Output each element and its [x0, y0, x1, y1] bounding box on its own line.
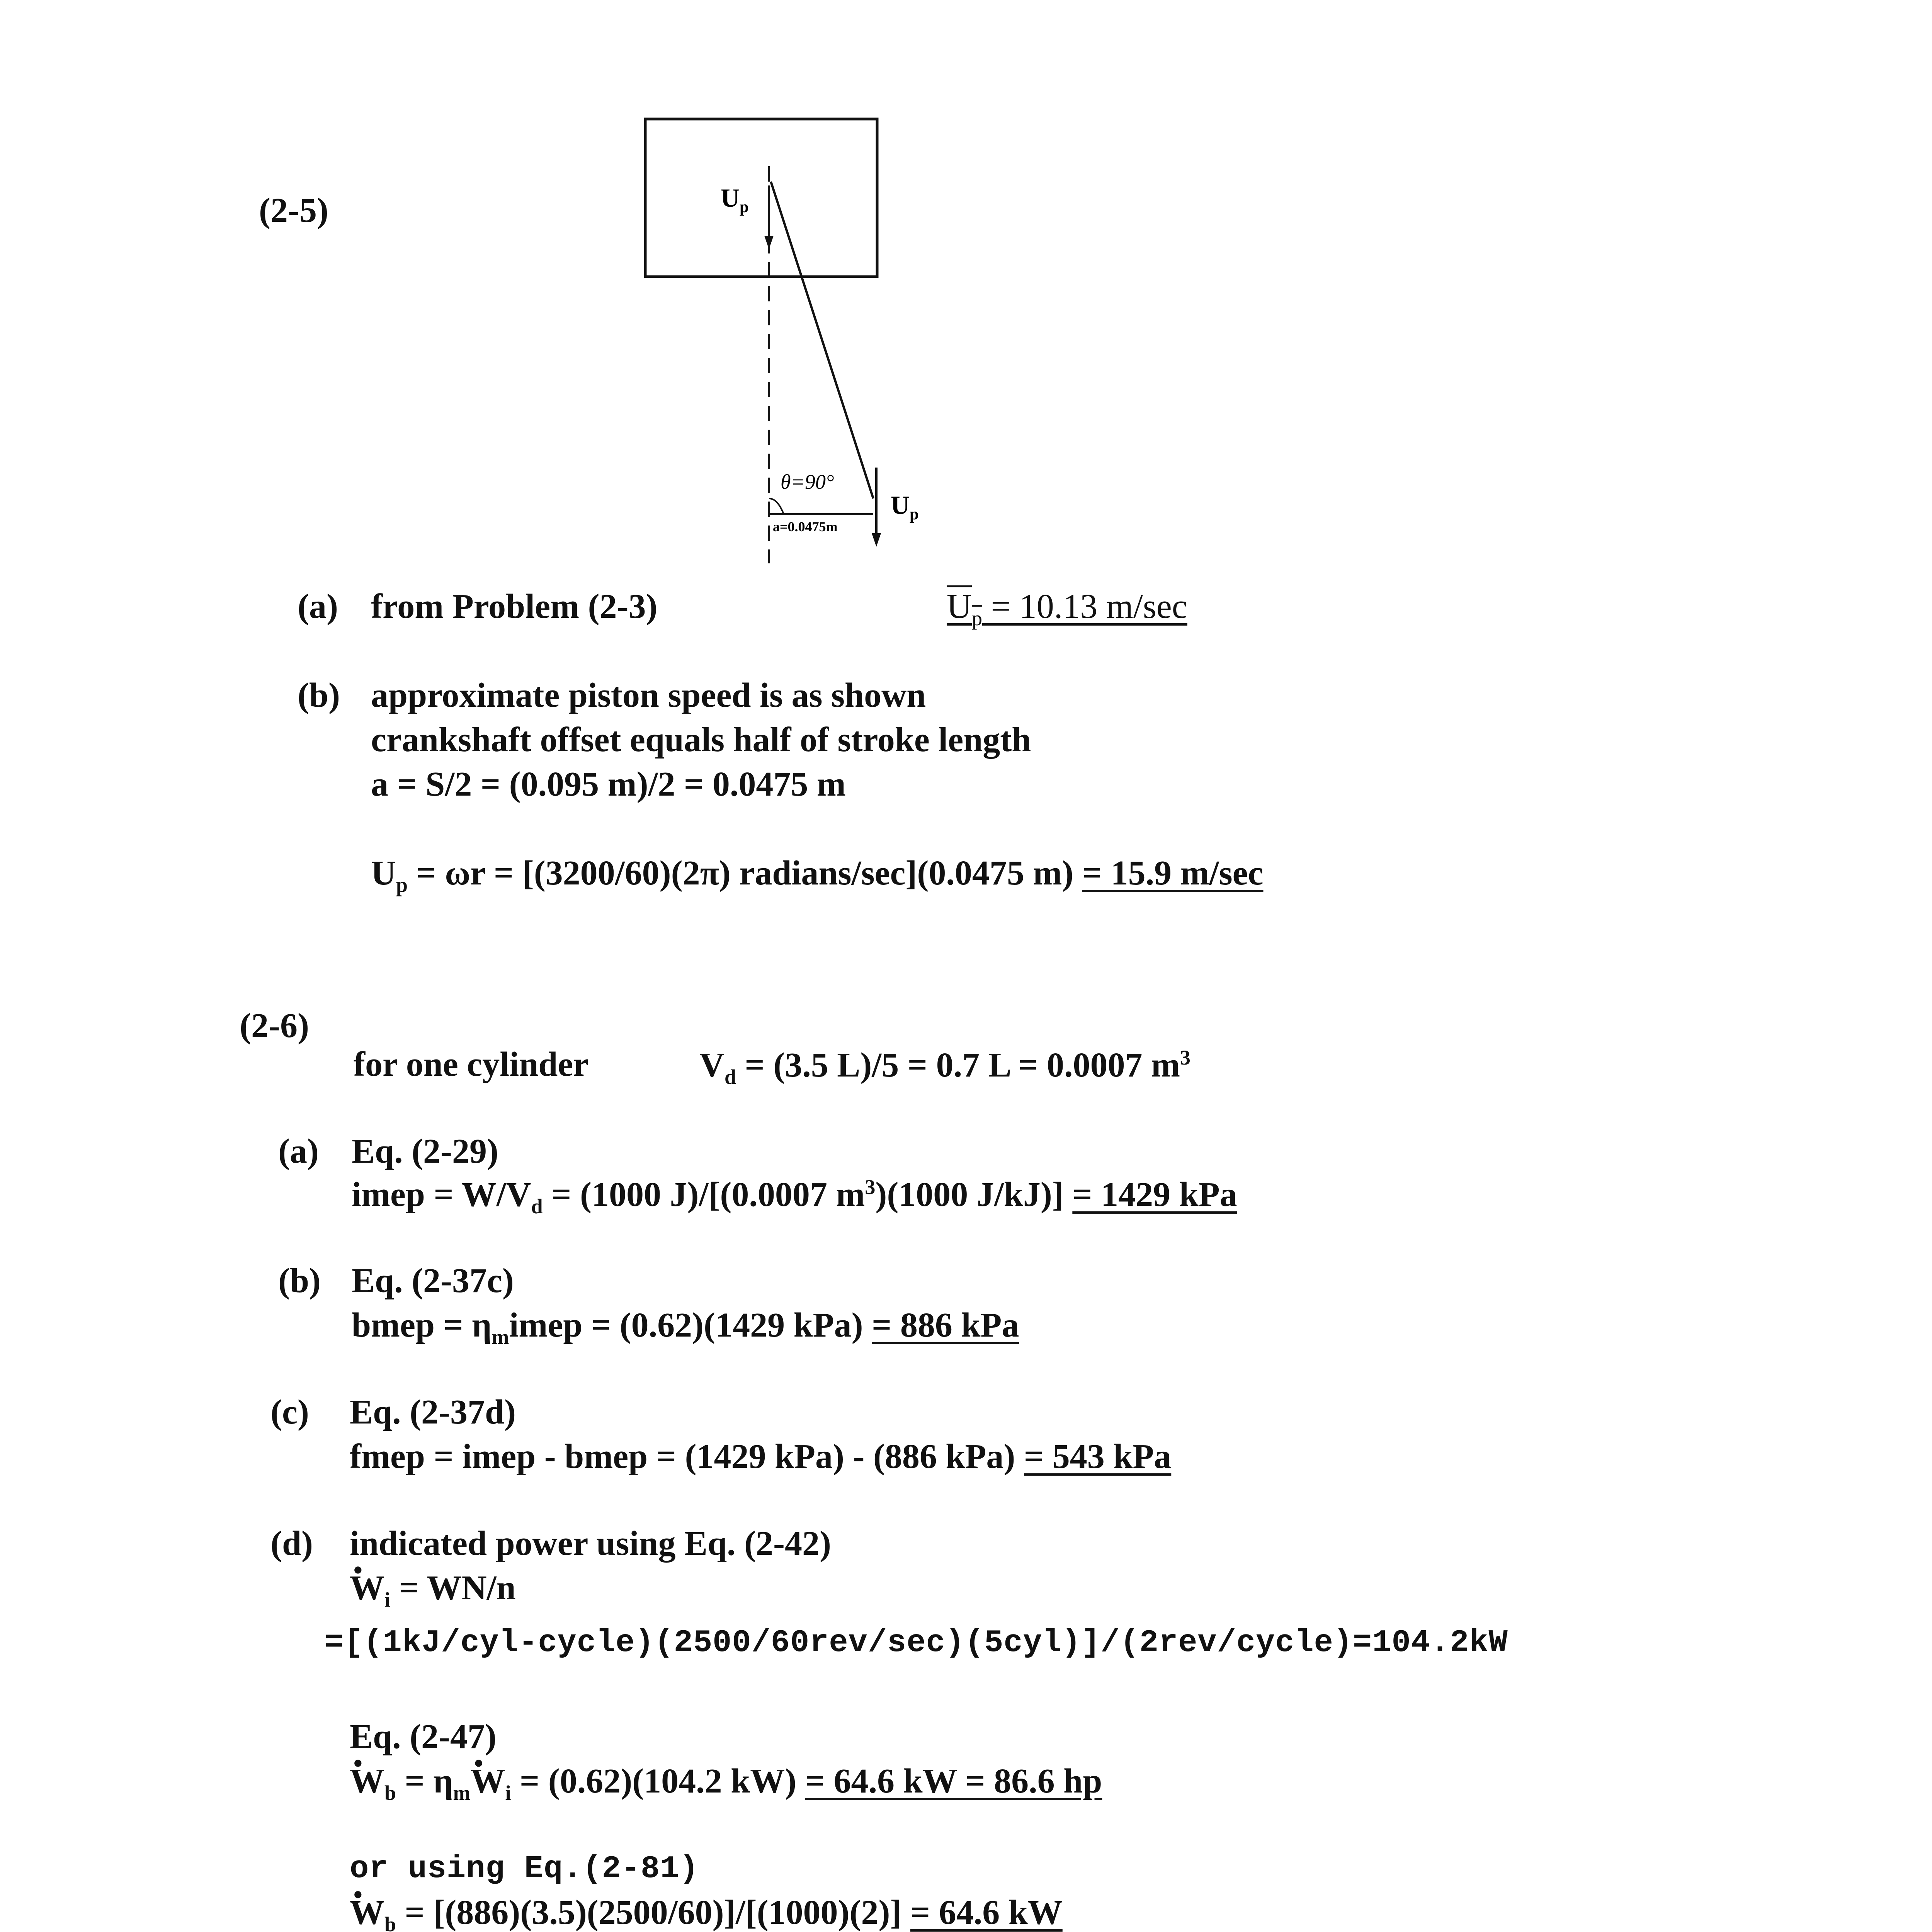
a-label: a=0.0475m: [773, 519, 838, 534]
p25-part-b-label: (b): [298, 676, 340, 714]
p26-part-a-eq: Eq. (2-29): [352, 1132, 498, 1170]
p26-cylinder-text: for one cylinder: [354, 1045, 589, 1083]
p26-part-a-result: = 1429 kPa: [1072, 1175, 1237, 1214]
p26-part-d-line1: indicated power using Eq. (2-42): [350, 1524, 831, 1563]
problem-label-2-5: (2-5): [259, 191, 328, 230]
crank-velocity-arrow-head: [872, 533, 881, 547]
w-dot-symbol: • W: [350, 1569, 384, 1607]
wb-dot-symbol: • W: [350, 1762, 384, 1800]
p26-part-c-result: = 543 kPa: [1024, 1437, 1172, 1476]
p26-part-d-line6: or using Eq.(2-81): [350, 1851, 699, 1887]
p25-part-b-line2: crankshaft offset equals half of stroke length: [371, 721, 1031, 759]
connecting-rod: [771, 182, 873, 498]
p25-part-b-line3: a = S/2 = (0.095 m)/2 = 0.0475 m: [371, 765, 846, 803]
p26-part-d-result-2: = 64.6 kW: [910, 1893, 1063, 1932]
p25-part-b-equation: $U_p = \omega r = [(3200/60)(2\pi)$ radians/sec](0.0475 m) = 15.9 m/sec: [371, 854, 1264, 896]
p26-part-d-result-1: = 64.6 kW = 86.6 hp: [805, 1762, 1102, 1800]
up-mean-symbol: $U_p$: [947, 587, 982, 630]
p26-part-a-label: (a): [278, 1132, 319, 1170]
piston-arrow-head: [764, 236, 774, 249]
p26-part-c-line2: fmep = imep - bmep = (1429 kPa) - (886 kPa) = 543 kPa: [350, 1437, 1172, 1476]
theta-arc: [769, 498, 784, 514]
p26-part-d-line3: =[(1kJ/cyl-cycle)(2500/60rev/sec)(5cyl)]/(2rev/cycle)=104.2kW: [325, 1625, 1508, 1661]
p26-part-d-line4: Eq. (2-47): [350, 1718, 497, 1756]
up-side-label: $U_p$: [891, 490, 919, 523]
p25-part-a-label: (a): [298, 587, 338, 626]
p26-part-c-label: (c): [270, 1393, 309, 1431]
p25-part-a-text: from Problem (2-3): [371, 587, 658, 626]
p25-part-a-result: $U_p = 10.13$ m/sec: [947, 587, 1187, 630]
p26-part-d-line2: • $W_i = WN/n$: [350, 1571, 516, 1610]
piston-crank-diagram: [634, 112, 919, 576]
p26-vd-equation: $V_d = (3.5$ L)/5 = 0.7 L = 0.0007 $m^3$: [699, 1046, 1190, 1088]
cylinder-box: [645, 119, 877, 277]
p26-part-b-eq: Eq. (2-37c): [352, 1262, 514, 1300]
p26-part-b-result: = 886 kPa: [872, 1306, 1019, 1344]
p26-part-b-label: (b): [278, 1262, 321, 1300]
wb-dot-symbol-2: • W: [350, 1893, 384, 1932]
p26-part-d-label: (d): [270, 1524, 313, 1563]
p26-part-d-line5: • $W_b$ = $\eta_m•$ $W_i = (0.62)(104.2$ kW) = 64.6 kW = 86.6 hp: [350, 1764, 1102, 1803]
p25-part-b-line1: approximate piston speed is as shown: [371, 676, 926, 714]
up-top-label: $U_p$: [721, 183, 749, 216]
p25-part-b-result: = 15.9 m/sec: [1082, 854, 1264, 892]
p26-part-b-line2: bmep = $\eta_mimep = (0.62)(1429$ kPa) = 886 kPa: [352, 1306, 1019, 1349]
problem-label-2-6: (2-6): [240, 1007, 309, 1045]
p26-part-d-line7: • $W_b = [(886)(3.5)(2500/60)]/[(1000)(2)] = 64.6$ kW: [350, 1895, 1063, 1932]
p26-part-a-line2: imep = $W/V_d = (1000$ J)/[(0.0007 $m^3)(1000$ J/kJ)] = 1429 kPa: [352, 1175, 1237, 1218]
theta-label: θ=90°: [781, 470, 834, 493]
p26-part-c-eq: Eq. (2-37d): [350, 1393, 516, 1431]
wi-dot-symbol: • W: [470, 1762, 505, 1800]
